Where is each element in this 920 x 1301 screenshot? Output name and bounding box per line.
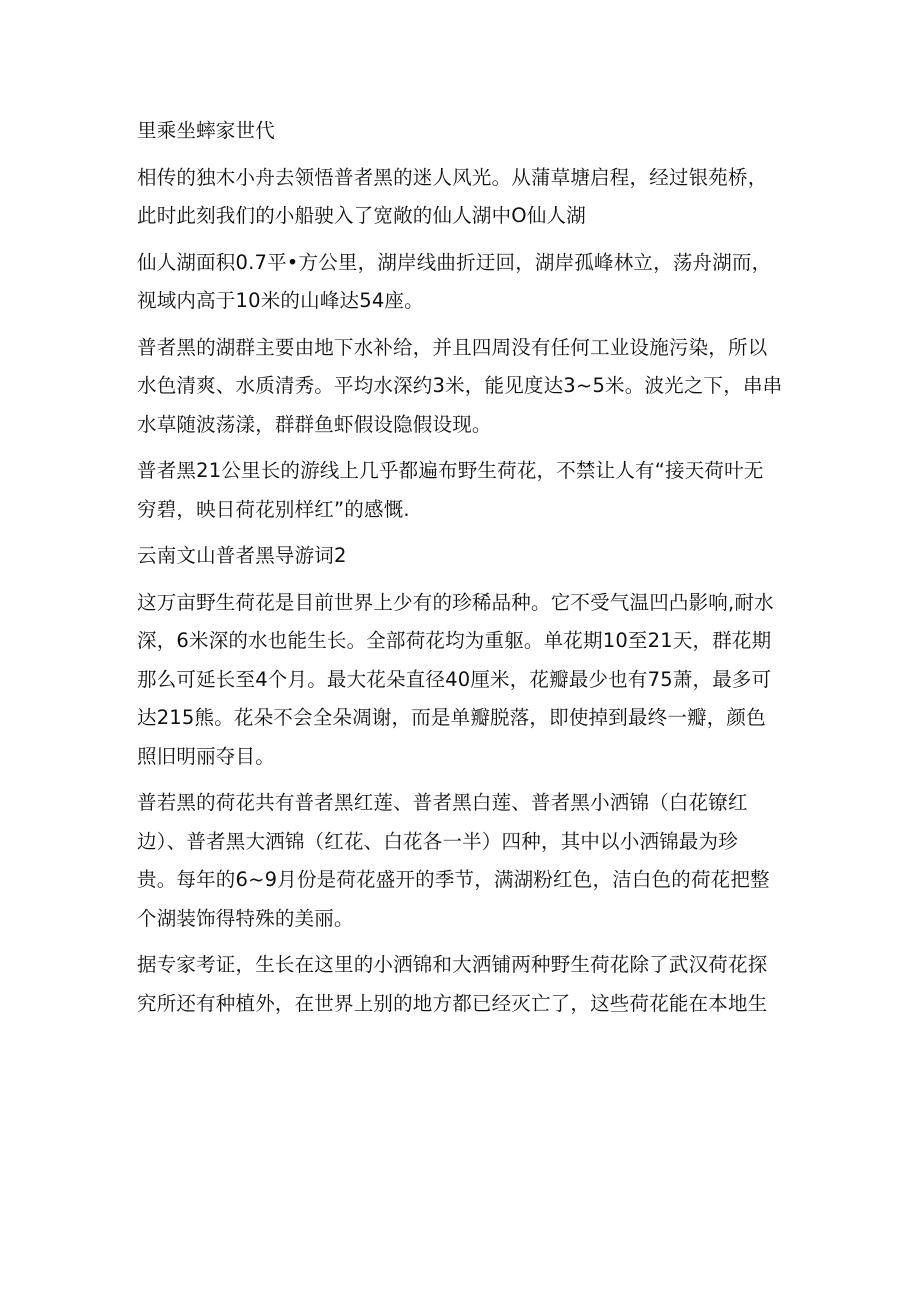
text-line: 水色清爽、水质清秀。平均水深约3米，能见度达3~5米。波光之下，串串 bbox=[137, 374, 783, 397]
paragraph bbox=[137, 537, 797, 576]
text-line: 相传的独木小舟去领悟普者黑的迷人风光。从蒲草塘启程，经过银苑桥， bbox=[137, 165, 768, 189]
paragraph bbox=[137, 159, 797, 236]
paragraph bbox=[137, 112, 797, 151]
paragraph bbox=[137, 452, 797, 529]
text-line: 普若黑的荷花共有普者黑红莲、普者黑白莲、普者黑小洒锦（白花镣红 bbox=[137, 791, 748, 814]
text-line: 这万亩野生荷花是目前世界上少有的珍稀品种。它不受气温凹凸影响,耐水 bbox=[137, 590, 774, 614]
text-line: 深，6米深的水也能生长。全部荷花均为重躯。单花期10至21天，群花期 bbox=[137, 629, 772, 652]
text-line: 穷碧，映日荷花别样红”的感慨. bbox=[137, 497, 410, 521]
paragraph bbox=[137, 946, 797, 1023]
text-line: 达215熊。花朵不会全朵凋谢，而是单瓣脱落，即使掉到最终一瓣，颜色 bbox=[137, 706, 766, 729]
text-line: 普者黑21公里长的游线上几乎都遍布野生荷花，不禁让人有“接天荷叶无 bbox=[137, 459, 764, 482]
text-line: 究所还有种植外，在世界上别的地方都已经灭亡了，这些荷花能在本地生 bbox=[137, 991, 768, 1015]
text-line: 视域内高于10米的山峰达54座。 bbox=[137, 289, 424, 312]
text-line: 那么可延长至4个月。最大花朵直径40厘米，花瓣最少也有75萧，最多可 bbox=[137, 667, 772, 691]
text-line: 照旧明丽夺目。 bbox=[137, 744, 275, 768]
text-line: 贵。每年的6~9月份是荷花盛开的季节，满湖粉红色，洁白色的荷花把整 bbox=[137, 868, 770, 891]
text-line: 普者黑的湖群主要由地下水补给，并且四周没有任何工业设施污染，所以 bbox=[137, 335, 768, 359]
text-line: 此时此刻我们的小船驶入了宽敞的仙人湖中O仙人湖 bbox=[137, 204, 586, 227]
text-line: 仙人湖面积0.7平•方公里，湖岸线曲折迂回，湖岸孤峰林立，荡舟湖而， bbox=[137, 250, 772, 274]
text-line: 水草随波荡漾，群群鱼虾假设隐假设现。 bbox=[137, 412, 492, 436]
text-line: 里乘坐蟀家世代 bbox=[137, 119, 275, 142]
text-line: 个湖装饰得特殊的美丽。 bbox=[137, 906, 354, 930]
paragraph bbox=[137, 244, 797, 321]
paragraph bbox=[137, 584, 797, 777]
paragraph bbox=[137, 329, 797, 445]
text-line: 据专家考证，生长在这里的小洒锦和大洒铺两种野生荷花除了武汉荷花探 bbox=[137, 953, 768, 976]
paragraph bbox=[137, 784, 797, 938]
document-body bbox=[137, 112, 797, 1031]
text-line: 云南文山普者黑导游词2 bbox=[137, 544, 347, 567]
text-line: 边）、普者黑大洒锦（红花、白花各一半）四种，其中以小洒锦最为珍 bbox=[137, 829, 738, 853]
